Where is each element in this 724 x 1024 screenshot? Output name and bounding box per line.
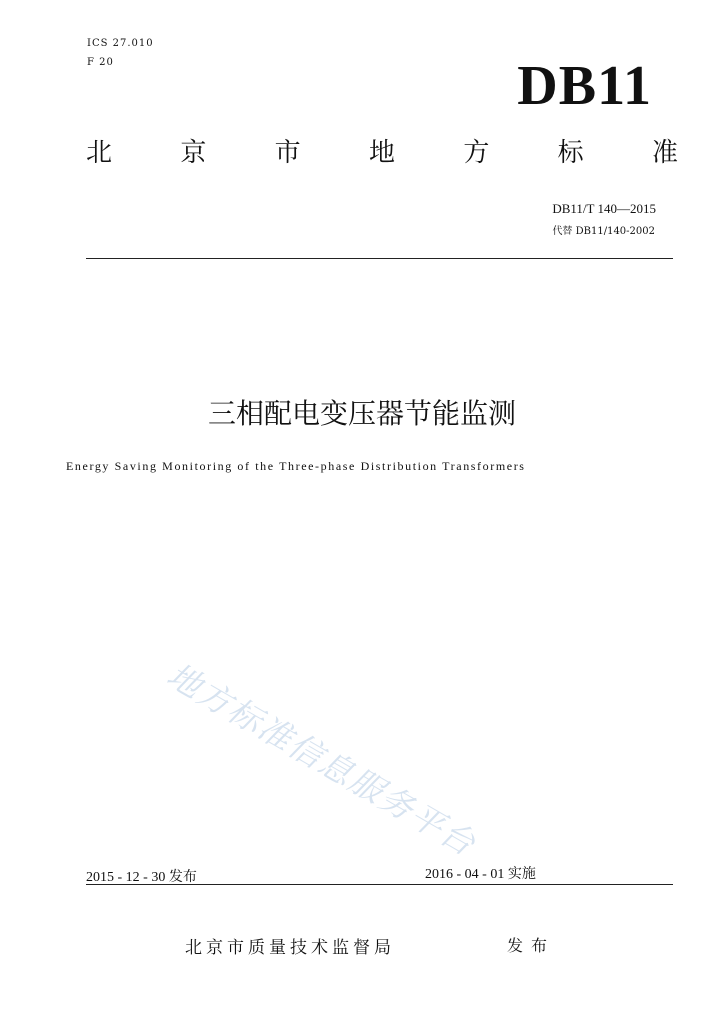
standard-type-char: 标 <box>557 138 584 168</box>
title-chinese: 三相配电变压器节能监测 <box>207 397 516 430</box>
publish-date: 2015 - 12 - 30 发布 <box>86 870 197 885</box>
standard-logo: DB11 <box>517 55 652 117</box>
watermark-text: 地方标准信息服务平台 <box>160 655 484 864</box>
implement-date: 2016 - 04 - 01 实施 <box>425 867 536 882</box>
ics-code: ICS 27.010 <box>87 38 154 49</box>
issuing-authority: 北京市质量技术监督局 <box>185 938 395 958</box>
standard-type-char: 方 <box>463 138 490 168</box>
ccs-code: F 20 <box>87 57 114 68</box>
title-english: Energy Saving Monitoring of the Three-phase Distribution Transformers <box>66 459 526 473</box>
standard-type-char: 准 <box>651 138 678 168</box>
issue-label: 发布 <box>507 936 556 955</box>
header-divider <box>86 258 673 259</box>
standard-type-char: 京 <box>180 138 207 168</box>
replaces-standard: 代替 DB11/140-2002 <box>552 226 655 237</box>
standard-type-char: 市 <box>274 138 301 168</box>
standard-number: DB11/T 140—2015 <box>552 201 656 216</box>
standard-type-char: 地 <box>368 138 395 168</box>
footer-divider <box>86 884 673 885</box>
standard-type-char: 北 <box>86 138 113 168</box>
standard-type-heading <box>86 140 678 166</box>
